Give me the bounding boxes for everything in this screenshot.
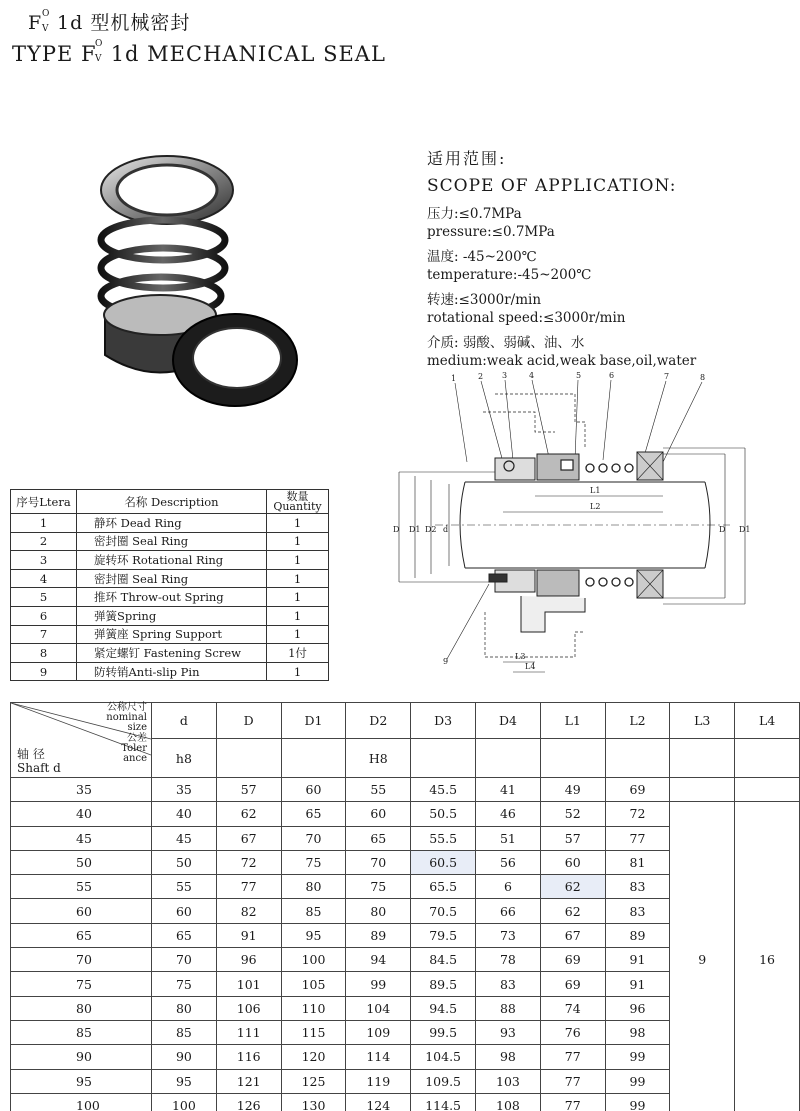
table-row: 1 静环 Dead Ring 1 (11, 514, 329, 533)
seal-product-photo (85, 150, 305, 410)
table-row: 40 40 62 65 60 50.5 46 52 72 9 16 (11, 802, 800, 826)
table-row: 3 旋转环 Rotational Ring 1 (11, 551, 329, 570)
col-D4: D4 (476, 703, 541, 739)
scope-heading-en: SCOPE OF APPLICATION: (427, 176, 677, 196)
seal-cross-section-drawing (385, 372, 800, 692)
dim-label-D2: D2 (425, 525, 437, 534)
table-row: 55 55 77 80 75 65.5 6 62 83 (11, 875, 800, 899)
callout-5: 5 (576, 372, 582, 380)
callout-1: 1 (451, 374, 457, 383)
table-row: 45 45 67 70 65 55.5 51 57 77 (11, 826, 800, 850)
callout-8: 8 (700, 373, 706, 382)
dimension-table (10, 702, 800, 1111)
col-d: d (152, 703, 217, 739)
col-D2: D2 (346, 703, 411, 739)
corner-cell (11, 703, 152, 778)
callout-4: 4 (529, 372, 535, 380)
table-row: 65 65 91 95 89 79.5 73 67 89 (11, 923, 800, 947)
parts-header-row (11, 490, 329, 514)
cell-L3-merged: 9 (670, 802, 735, 1111)
table-row: 7 弹簧座 Spring Support 1 (11, 625, 329, 644)
parts-table (10, 489, 329, 681)
title-english: TYPE F O V 1d MECHANICAL SEAL (12, 39, 386, 66)
col-L2: L2 (605, 703, 670, 739)
scope-of-application (427, 146, 787, 374)
corner-tolerance: 公差 Toler ance (121, 733, 147, 764)
col-header-name: 名称 Description (77, 490, 267, 514)
callout-3: 3 (502, 372, 508, 380)
scope-line: temperature:-45~200℃ (427, 266, 592, 283)
scope-line: 压力:≤0.7MPa (427, 206, 522, 222)
dim-label-D: D (393, 525, 400, 534)
scope-heading-cn: 适用范围: (427, 149, 507, 168)
table-row: 100 100 126 130 124 114.5 108 77 99 (11, 1093, 800, 1111)
table-row: 5 推环 Throw-out Spring 1 (11, 588, 329, 607)
table-row: 35 35 57 60 55 45.5 41 49 69 (11, 778, 800, 802)
callout-6: 6 (609, 372, 615, 380)
scope-line: pressure:≤0.7MPa (427, 223, 555, 240)
scope-line: 转速:≤3000r/min (427, 292, 542, 308)
table-row: 85 85 111 115 109 99.5 93 76 98 (11, 1020, 800, 1044)
col-header-no: 序号Ltera (11, 490, 77, 514)
col-D: D (216, 703, 281, 739)
scope-line: 温度: -45~200℃ (427, 249, 537, 265)
tol-d: h8 (152, 739, 217, 778)
tol-D2: H8 (346, 739, 411, 778)
corner-nominal: 公称尺寸 nominal size (106, 702, 147, 733)
col-D1: D1 (281, 703, 346, 739)
col-L3: L3 (670, 703, 735, 739)
dim-label-D1-right: D1 (739, 525, 751, 534)
callout-2: 2 (478, 372, 484, 381)
table-row: 90 90 116 120 114 104.5 98 77 99 (11, 1045, 800, 1069)
corner-shaft: 轴 径 Shaft d (17, 747, 61, 775)
dim-label-L2: L2 (590, 502, 601, 511)
title-cn-text: 1d 型机械密封 (50, 12, 191, 34)
dim-label-L4: L4 (525, 662, 536, 671)
table-row: 9 防转销Anti-slip Pin 1 (11, 662, 329, 681)
table-row: 95 95 121 125 119 109.5 103 77 99 (11, 1069, 800, 1093)
dim-label-L1: L1 (590, 486, 601, 495)
col-L1: L1 (540, 703, 605, 739)
scope-line: medium:weak acid,weak base,oil,water (427, 352, 697, 369)
table-row: 60 60 82 85 80 70.5 66 62 83 (11, 899, 800, 923)
table-row: 4 密封圈 Seal Ring 1 (11, 569, 329, 588)
title-en-text: 1d MECHANICAL SEAL (103, 42, 386, 66)
table-row: 50 50 72 75 70 60.5 56 60 81 (11, 850, 800, 874)
dim-label-D3-right: D (719, 525, 726, 534)
table-row: 80 80 106 110 104 94.5 88 74 96 (11, 996, 800, 1020)
col-header-qty: 数量 Quantity (267, 490, 329, 514)
fv-symbol: F O V (81, 39, 104, 66)
cell-L4-merged: 16 (735, 802, 800, 1111)
dim-label-d: d (443, 525, 449, 534)
scope-line: rotational speed:≤3000r/min (427, 309, 626, 326)
table-row: 70 70 96 100 94 84.5 78 69 91 (11, 948, 800, 972)
table-row: 6 弹簧Spring 1 (11, 606, 329, 625)
table-row: 2 密封圈 Seal Ring 1 (11, 532, 329, 551)
table-row: 75 75 101 105 99 89.5 83 69 91 (11, 972, 800, 996)
dim-label-D1: D1 (409, 525, 421, 534)
callout-7: 7 (664, 372, 670, 381)
dim-label-L3: L3 (515, 652, 526, 661)
scope-line: 介质: 弱酸、弱碱、油、水 (427, 335, 585, 351)
col-L4: L4 (735, 703, 800, 739)
fv-symbol: F O V (28, 9, 51, 34)
callout-numbers (443, 372, 705, 666)
callout-9: 9 (443, 657, 449, 666)
table-row: 8 紧定螺钉 Fastening Screw 1付 (11, 644, 329, 663)
dims-header-row (11, 703, 800, 739)
title-chinese (28, 8, 190, 35)
col-D3: D3 (411, 703, 476, 739)
